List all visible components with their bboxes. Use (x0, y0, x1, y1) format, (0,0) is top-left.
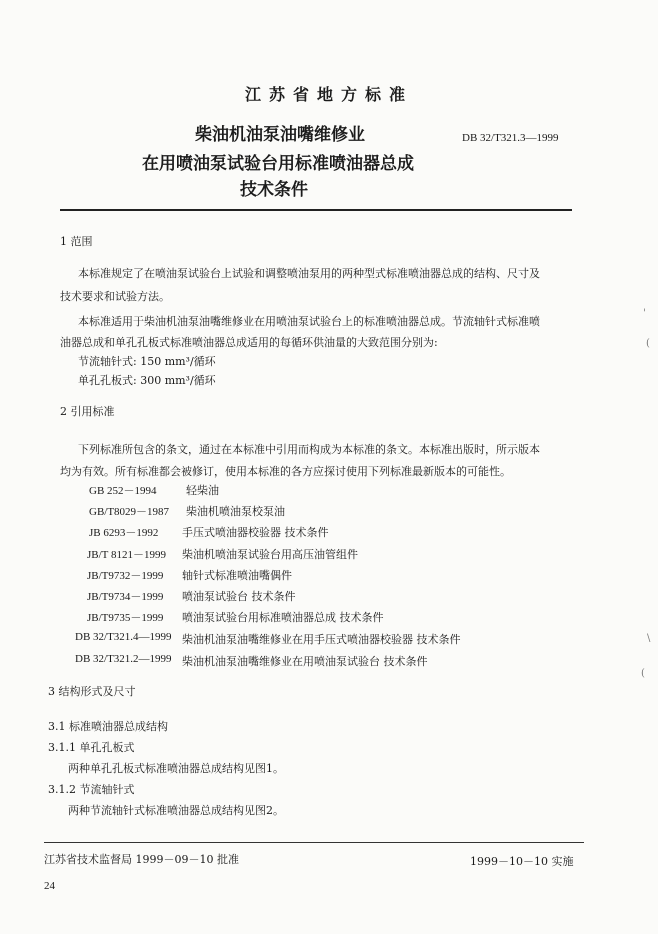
ref-code: DB 32/T321.4—1999 (75, 631, 172, 643)
page-number: 24 (44, 880, 55, 892)
scan-speck: ( (646, 338, 650, 349)
s1-para1-line2: 技术要求和试验方法。 (60, 290, 170, 303)
ref-code: GB 252－1994 (89, 485, 157, 497)
s1-range-orifice: 单孔孔板式: 300 mm³/循环 (78, 374, 216, 387)
ref-code: JB 6293－1992 (89, 527, 159, 539)
ref-code: GB/T8029－1987 (89, 506, 170, 518)
s2-para-line2: 均为有效。所有标准都会被修订，使用本标准的各方应探讨使用下列标准最新版本的可能性。 (60, 465, 511, 478)
standard-code: DB 32/T321.3—1999 (462, 132, 559, 144)
section-2-heading: 2 引用标准 (60, 405, 115, 418)
ref-title: 手压式喷油器校验器 技术条件 (182, 526, 329, 539)
ref-code: JB/T9735－1999 (87, 612, 164, 624)
ref-title: 喷油泵试验台用标准喷油器总成 技术条件 (182, 611, 384, 624)
ref-title: 柴油机喷油泵试验台用高压油管组件 (182, 548, 358, 561)
section-1-heading: 1 范围 (60, 235, 93, 248)
s311-para: 两种单孔孔板式标准喷油器总成结构见图1。 (68, 762, 284, 775)
section-3-1-1-heading: 3.1.1 单孔孔板式 (48, 741, 135, 754)
s1-para2-line2: 油器总成和单孔孔板式标准喷油器总成适用的每循环供油量的大致范围分别为: (60, 336, 438, 349)
title-line-1: 柴油机油泵油嘴维修业 (195, 125, 365, 145)
footer-divider (44, 842, 584, 843)
ref-code: JB/T9732－1999 (87, 570, 164, 582)
title-line-3: 技术条件 (240, 180, 308, 200)
ref-code: JB/T 8121－1999 (87, 549, 166, 561)
ref-title: 柴油机油泵油嘴维修业在用喷油泵试验台 技术条件 (182, 655, 428, 668)
standard-org-heading: 江苏省地方标准 (244, 85, 413, 104)
effective-date: 1999－10－10 实施 (470, 855, 574, 868)
header-divider (60, 209, 572, 211)
title-line-2: 在用喷油泵试验台用标准喷油器总成 (142, 154, 414, 174)
s312-para: 两种节流轴针式标准喷油器总成结构见图2。 (68, 804, 284, 817)
scan-speck: ( (641, 668, 645, 679)
approval-note: 江苏省技术监督局 1999－09－10 批准 (44, 853, 239, 866)
ref-title: 轻柴油 (186, 484, 219, 497)
scan-speck: \ (647, 633, 651, 644)
s1-range-needle: 节流轴针式: 150 mm³/循环 (78, 355, 216, 368)
ref-title: 柴油机油泵油嘴维修业在用手压式喷油器校验器 技术条件 (182, 633, 461, 646)
ref-code: JB/T9734－1999 (87, 591, 164, 603)
section-3-heading: 3 结构形式及尺寸 (48, 685, 136, 698)
ref-title: 轴针式标准喷油嘴偶件 (182, 569, 292, 582)
section-3-1-2-heading: 3.1.2 节流轴针式 (48, 783, 135, 796)
scan-speck: ' (643, 308, 646, 319)
s2-para-line1: 下列标准所包含的条文，通过在本标准中引用而构成为本标准的条文。本标准出版时，所示版本 (78, 443, 540, 456)
ref-title: 柴油机喷油泵校泵油 (186, 505, 285, 518)
ref-code: DB 32/T321.2—1999 (75, 653, 172, 665)
section-3-1-heading: 3.1 标准喷油器总成结构 (48, 720, 168, 733)
ref-title: 喷油泵试验台 技术条件 (182, 590, 296, 603)
s1-para2-line1: 本标准适用于柴油机油泵油嘴维修业在用喷油泵试验台上的标准喷油器总成。节流轴针式标准喷 (78, 315, 540, 328)
s1-para1-line1: 本标准规定了在喷油泵试验台上试验和调整喷油泵用的两种型式标准喷油器总成的结构、尺寸及 (78, 267, 540, 280)
